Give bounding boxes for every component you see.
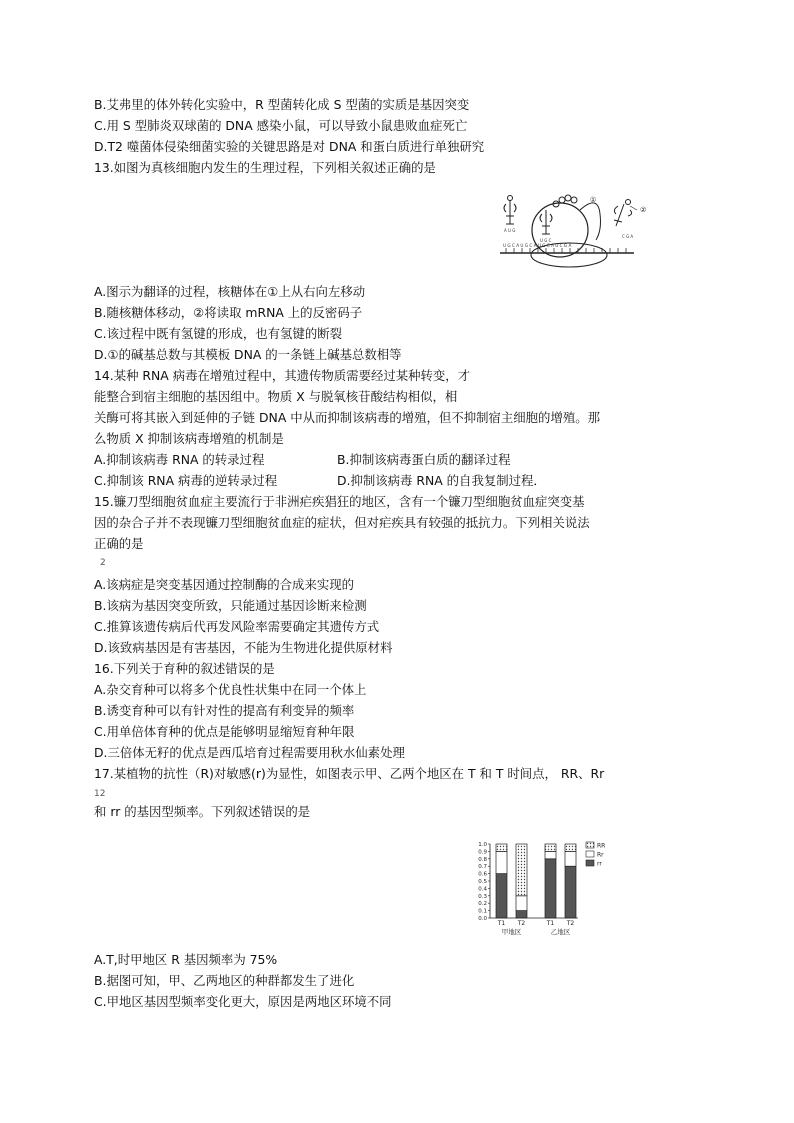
question-stem: 16.下列关于育种的叙述错误的是	[94, 661, 275, 676]
option-line: B.该病为基因突变所致，只能通过基因诊断来检测	[94, 598, 367, 613]
trna-right-anticodon: C G A	[622, 234, 634, 239]
y-tick-label: 0.9	[478, 849, 487, 856]
x-tick-label: T2	[517, 920, 526, 927]
x-tick-label: T2	[566, 920, 575, 927]
translation-diagram	[494, 190, 664, 270]
option-line: A.抑制该病毒 RNA 的转录过程	[94, 452, 265, 467]
option-line: A.该病症是突变基因通过控制酶的合成来实现的	[94, 577, 355, 592]
option-line: C.该过程中既有氢键的形成，也有氢键的断裂	[94, 326, 343, 341]
trna-middle	[540, 210, 552, 234]
y-tick-label: 0.7	[478, 864, 487, 871]
option-line: D.该致病基因是有害基因，不能为生物进化提供原材料	[94, 640, 393, 655]
x-tick-label: T1	[546, 920, 555, 927]
genotype-frequency-chart	[466, 836, 616, 946]
y-tick-label: 0.3	[478, 893, 487, 900]
option-line: B.诱变育种可以有针对性的提高有利变异的频率	[94, 703, 355, 718]
bar-segment-rr	[496, 874, 507, 918]
y-tick-label: 0.2	[478, 901, 487, 908]
bar-segment-RR	[545, 844, 556, 851]
legend-swatch-Rr	[586, 851, 594, 857]
question-stem: 能整合到宿主细胞的基因组中。物质 X 与脱氧核苷酸结构相似，相	[94, 389, 458, 404]
question-stem: 17.某植物的抗性（R)对敏感(r)为显性，如图表示甲、乙两个地区在 T 和 T 时间点， RR、Rr	[94, 766, 605, 781]
option-line: A.图示为翻译的过程，核糖体在①上从右向左移动	[94, 284, 366, 299]
y-tick-label: 0.4	[478, 886, 487, 893]
option-line: C.用单倍体育种的优点是能够明显缩短育种年限	[94, 724, 355, 739]
question-stem: 14.某种 RNA 病毒在增殖过程中，其遗传物质需要经过某种转变，才	[94, 368, 471, 383]
bars	[496, 844, 576, 918]
trna-right	[614, 200, 632, 227]
trna-left	[504, 196, 516, 225]
question-stem: 因的杂合子并不表现镰刀型细胞贫血症的症状，但对疟疾具有较强的抵抗力。下列相关说法	[94, 515, 590, 530]
legend	[586, 842, 605, 868]
y-tick-label: 0.0	[478, 916, 487, 922]
question-stem: 么物质 X 抑制该病毒增殖的机制是	[94, 431, 284, 446]
bar-segment-Rr	[516, 896, 527, 911]
question-stem: 关酶可将其嵌入到延伸的子链 DNA 中从而抑制该病毒的增殖，但不抑制宿主细胞的增殖。那	[94, 410, 601, 425]
option-line: B.艾弗里的体外转化实验中，R 型菌转化成 S 型菌的实质是基因突变	[94, 97, 470, 112]
option-line: D.三倍体无籽的优点是西瓜培育过程需要用秋水仙素处理	[94, 745, 405, 760]
question-stem: 正确的是	[94, 536, 144, 551]
x-tick-label: T1	[497, 920, 506, 927]
x-axis-labels	[497, 920, 575, 936]
label-circle-2: ②	[640, 206, 647, 214]
bar-segment-rr	[545, 859, 556, 918]
option-line: D.T2 噬菌体侵染细菌实验的关键思路是对 DNA 和蛋白质进行单独研究	[94, 139, 485, 154]
bar-segment-rr	[516, 911, 527, 918]
group-label: 乙地区	[550, 928, 571, 936]
y-tick-label: 0.8	[478, 856, 487, 863]
label-circle-1: ①	[590, 196, 597, 204]
group-label: 甲地区	[501, 928, 522, 936]
y-tick-label: 0.6	[478, 871, 487, 878]
bar-segment-RR	[565, 844, 576, 851]
option-line: A.杂交育种可以将多个优良性状集中在同一个体上	[94, 682, 367, 697]
question-stem: 15.镰刀型细胞贫血症主要流行于非洲疟疾猖狂的地区，含有一个镰刀型细胞贫血症突变基	[94, 494, 585, 509]
bar-segment-Rr	[565, 851, 576, 866]
ribosome-large	[532, 203, 588, 257]
bar-segment-RR	[516, 844, 527, 896]
legend-swatch-RR	[586, 842, 594, 848]
option-line: B.随核糖体移动，②将读取 mRNA 上的反密码子	[94, 305, 363, 320]
page-mark: 2	[100, 558, 106, 568]
y-tick-label: 0.1	[478, 908, 487, 915]
option-line: C.用 S 型肺炎双球菌的 DNA 感染小鼠，可以导致小鼠患败血症死亡	[94, 118, 468, 133]
y-tick-label: 0.5	[478, 879, 487, 885]
mrna-bases: U G C A U G C A U G C A U C G A	[503, 243, 572, 248]
subscript-mark: 12	[94, 789, 106, 799]
bar-segment-RR	[496, 844, 507, 851]
y-tick-label: 1.0	[478, 842, 487, 848]
option-line: A.T,时甲地区 R 基因频率为 75%	[94, 952, 278, 967]
question-stem: 13.如图为真核细胞内发生的生理过程，下列相关叙述正确的是	[94, 160, 436, 175]
legend-swatch-rr	[586, 860, 594, 866]
question-stem: 和 rr 的基因型频率。下列叙述错误的是	[94, 804, 311, 819]
option-line: C.推算该遗传病后代再发风险率需要确定其遗传方式	[94, 619, 380, 634]
y-axis	[478, 842, 578, 922]
legend-label-RR: RR	[597, 842, 606, 850]
option-line: C.抑制该 RNA 病毒的逆转录过程	[94, 473, 278, 488]
option-line: B.据图可知，甲、乙两地区的种群都发生了进化	[94, 973, 355, 988]
trna-mid-anticodon: U G C	[540, 238, 552, 243]
bar-segment-Rr	[496, 851, 507, 873]
legend-label-rr: rr	[597, 860, 602, 868]
option-line: C.甲地区基因型频率变化更大，原因是两地区环境不同	[94, 994, 392, 1009]
option-line: D.抑制该病毒 RNA 的自我复制过程．	[337, 473, 546, 488]
bar-segment-rr	[565, 866, 576, 918]
option-line: D.①的碱基总数与其模板 DNA 的一条链上碱基总数相等	[94, 347, 402, 362]
option-line: B.抑制该病毒蛋白质的翻译过程	[337, 452, 511, 467]
legend-label-Rr: Rr	[597, 851, 604, 859]
trna-left-anticodon: A U G	[504, 228, 516, 233]
bar-segment-Rr	[545, 851, 556, 858]
